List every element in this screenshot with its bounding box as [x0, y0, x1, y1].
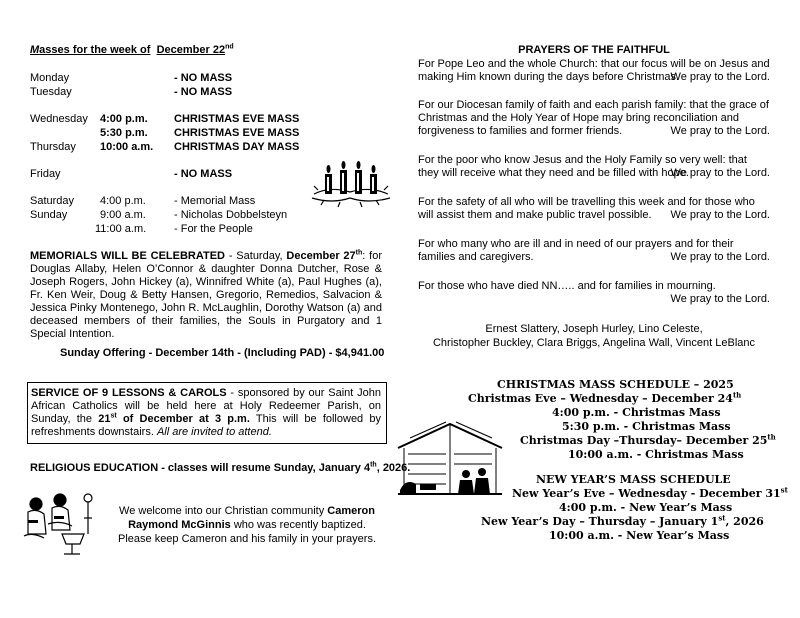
prayer-text: For those who have died NN….. and for families in mourning.: [418, 280, 716, 292]
new-years-day-text: New Year’s Day – Thursday – January 1: [481, 515, 719, 528]
mass-desc: - Nicholas Dobbelsteyn: [174, 209, 288, 221]
lessons-lead: SERVICE OF 9 LESSONS & CAROLS: [31, 387, 227, 399]
mass-desc: - Memorial Mass: [174, 195, 256, 207]
new-years-day-end: , 2026: [725, 515, 764, 528]
prayer-item: [418, 154, 770, 180]
masses-heading-initial: M: [30, 44, 40, 56]
new-years-eve-mass: 4:00 p.m. - New Year’s Mass: [559, 501, 733, 514]
prayer-text: For Pope Leo and the whole Church: that our focus will be on Jesus and making Him known during the days before Christmas.: [418, 58, 770, 83]
prayer-item: [418, 280, 770, 306]
mass-time: 5:30 p.m.: [100, 127, 148, 139]
mass-time: 9:00 a.m.: [100, 209, 146, 221]
mass-time: 10:00 a.m.: [100, 141, 154, 153]
new-years-day-heading: [481, 515, 764, 528]
prayer-response: We pray to the Lord.: [670, 167, 770, 179]
masses-heading-date: December 22: [156, 44, 226, 56]
christmas-eve-sup: th: [732, 390, 742, 400]
new-years-eve-text: New Year’s Eve – Wednesday - December 31: [512, 487, 781, 500]
christmas-schedule-title: CHRISTMAS MASS SCHEDULE – 2025: [497, 378, 734, 391]
mass-day: Friday: [30, 168, 61, 180]
religious-ed-text: RELIGIOUS EDUCATION - classes will resume Sunday, January 4: [30, 462, 371, 474]
memorials-date: December 27: [286, 250, 356, 262]
lessons-date: 21: [98, 413, 111, 425]
mass-day: Saturday: [30, 195, 75, 207]
lessons-body2: This will be followed by refreshments downstairs.: [31, 413, 382, 438]
prayer-text: For who many who are ill and in need of our prayers and for their families and caregivers.: [418, 238, 734, 263]
mass-desc: - NO MASS: [174, 168, 233, 180]
masses-heading: [30, 44, 234, 57]
mass-desc: CHRISTMAS EVE MASS: [174, 113, 300, 125]
prayer-response: We pray to the Lord.: [670, 251, 770, 263]
christmas-day-text: Christmas Day –Thursday– December 25: [520, 434, 768, 447]
memorials-paragraph: [30, 250, 382, 341]
lessons-italic: All are invited to attend.: [156, 426, 272, 438]
baptism-name: Cameron Raymond McGinnis: [128, 505, 375, 531]
prayer-response: We pray to the Lord.: [670, 293, 770, 305]
christmas-eve-text: Christmas Eve – Wednesday – December 24: [468, 392, 733, 405]
prayer-item: [418, 99, 770, 138]
lessons-carols-text: [31, 387, 381, 439]
masses-heading-text: asses for the week of: [39, 44, 151, 56]
mass-day: Monday: [30, 72, 70, 84]
new-year-schedule-title: NEW YEAR’S MASS SCHEDULE: [536, 473, 731, 486]
christmas-eve-mass-2: 5:30 p.m. - Christmas Mass: [562, 420, 731, 433]
mass-desc: CHRISTMAS DAY MASS: [174, 141, 300, 153]
prayer-text: For the poor who know Jesus and the Holy Family so very well: that they will receive what they need and be filled with hope.: [418, 154, 747, 179]
prayer-response: We pray to the Lord.: [670, 125, 770, 137]
christmas-day-mass: 10:00 a.m. - Christmas Mass: [568, 448, 744, 461]
religious-education: [30, 462, 410, 475]
mass-desc: - NO MASS: [174, 72, 233, 84]
prayer-response: We pray to the Lord.: [670, 71, 770, 83]
christmas-eve-heading: [468, 392, 741, 405]
memorials-date-sup: th: [355, 249, 363, 257]
baptism-image: [22, 490, 104, 558]
sunday-offering: Sunday Offering - December 14th - (Including PAD) - $4,941.00: [60, 347, 385, 359]
mass-desc: CHRISTMAS EVE MASS: [174, 127, 300, 139]
advent-candles-image: [310, 160, 392, 210]
masses-heading-sup: nd: [225, 43, 234, 51]
mass-desc: - For the People: [174, 223, 253, 235]
christmas-day-heading: [520, 434, 776, 447]
mass-day: Thursday: [30, 141, 76, 153]
baptism-post: who was recently baptized. Please keep Cameron and his family in your prayers.: [118, 519, 377, 545]
prayer-text: For our Diocesan family of faith and each parish family: that the grace of Christmas and the Holy Year of Hope may bring reconciliation and forgiveness to families and former friends.: [418, 99, 769, 137]
mass-time: 11:00 a.m.: [95, 223, 147, 235]
new-years-eve-heading: [512, 487, 788, 500]
religious-ed-sup: th: [370, 461, 377, 469]
prayer-item: [418, 196, 770, 222]
mass-day: Sunday: [30, 209, 68, 221]
mass-day: Wednesday: [30, 113, 88, 125]
lessons-carols-box: [27, 382, 387, 444]
mass-time: 4:00 p.m.: [100, 113, 148, 125]
prayers-title: PRAYERS OF THE FAITHFUL: [518, 44, 670, 56]
nativity-stable-image: [396, 418, 504, 500]
prayer-response: We pray to the Lord.: [670, 209, 770, 221]
lessons-date-sup: st: [110, 412, 117, 420]
prayer-names-line2: Christopher Buckley, Clara Briggs, Angelina Wall, Vincent LeBlanc: [432, 337, 755, 349]
prayer-names-line1: Ernest Slattery, Joseph Hurley, Lino Celeste,: [485, 323, 703, 335]
christmas-day-sup: th: [767, 432, 776, 442]
new-years-day-sup: st: [718, 513, 726, 523]
lessons-body: - sponsored by our Saint John African Catholics will be held here at Holy Redeemer Parish, on Sunday, the: [31, 387, 381, 425]
prayer-item: [418, 58, 770, 84]
mass-day: Tuesday: [30, 86, 72, 98]
mass-time: 4:00 p.m.: [100, 195, 146, 207]
baptism-announcement: [118, 504, 376, 546]
christmas-eve-mass-1: 4:00 p.m. - Christmas Mass: [552, 406, 721, 419]
memorials-lead: MEMORIALS WILL BE CELEBRATED: [30, 250, 225, 262]
prayer-item: [418, 238, 770, 264]
new-years-eve-sup: st: [780, 485, 788, 495]
religious-ed-end: , 2026.: [376, 462, 411, 474]
prayer-text: For the safety of all who will be travelling this week and for those who will assist them and make public travel possible.: [418, 196, 755, 221]
baptism-pre: We welcome into our Christian community: [119, 505, 328, 517]
mass-desc: - NO MASS: [174, 86, 233, 98]
new-years-day-mass: 10:00 a.m. - New Year’s Mass: [549, 529, 730, 542]
lessons-date-rest: of December at 3 p.m.: [116, 413, 250, 425]
memorials-body: : for Douglas Allaby, Helen O’Connor & daughter Donna Dutcher, Rose & Joseph Rogers, John Hickey (a), Winnifred White (a), Paul Hughes (a), Fr. Ken Weir, Doug & Betty Hansen, Gregorio, Remedios, Salvacion & Jessica Pinky Montenego, John R. McLaughlin, Dorothy Watson (a) and deceased members of their families, the Souls in Purgatory and 1 Special Intention.: [30, 250, 382, 340]
memorials-mid: - Saturday,: [225, 250, 287, 262]
